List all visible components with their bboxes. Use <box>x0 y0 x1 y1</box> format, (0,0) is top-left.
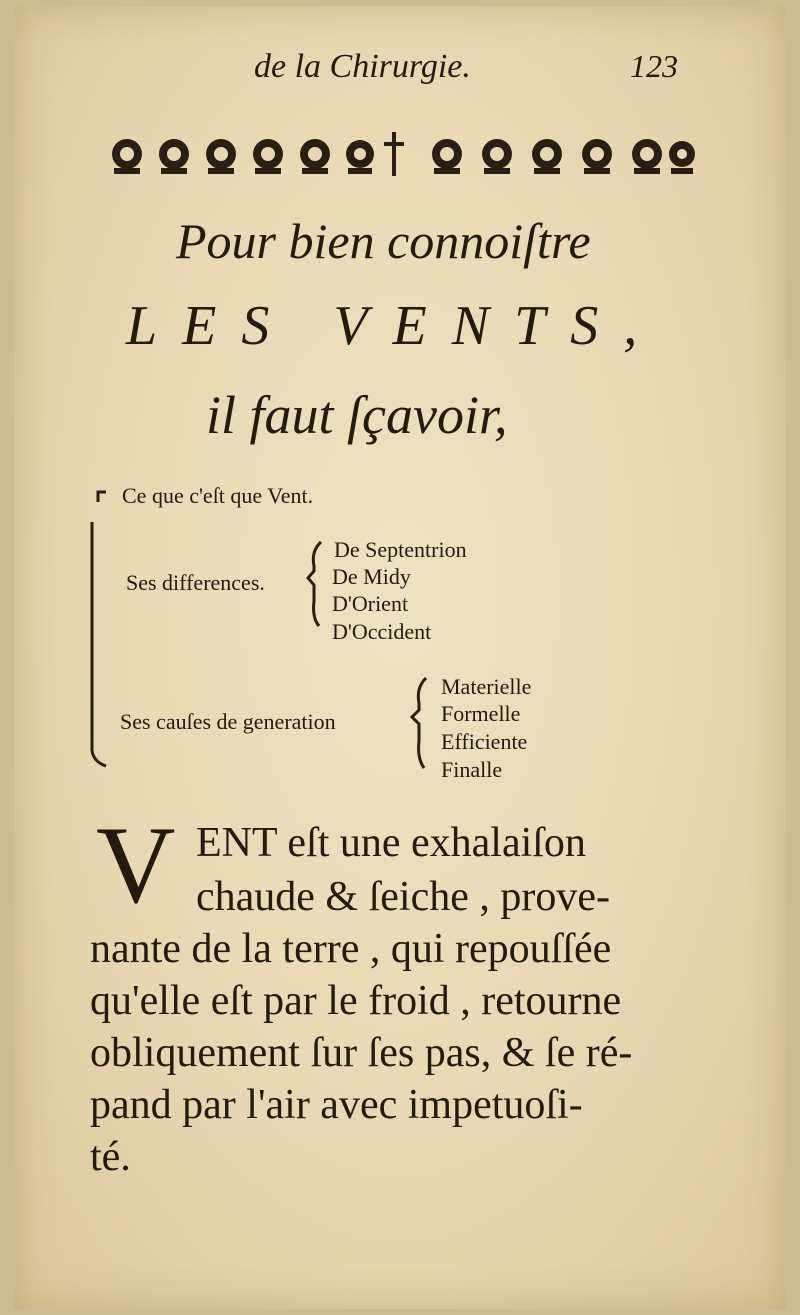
body-line: chaude & ſeiche , prove- <box>196 874 610 920</box>
cause-item: Formelle <box>441 701 521 726</box>
title-line-3: il faut ſçavoir, <box>206 385 508 445</box>
title-line-2: LES VENTS, <box>126 295 663 357</box>
cause-item: Finalle <box>441 757 503 782</box>
body-line: pand par l'air avec impetuoſi- <box>90 1082 583 1128</box>
body-line: qu'elle eſt par le froid , retourne <box>90 978 622 1024</box>
synopsis-causes-label: Ses cauſes de generation <box>120 709 336 734</box>
page-number: 123 <box>630 48 678 84</box>
difference-item: D'Orient <box>332 591 409 616</box>
synopsis-what: Ce que c'eſt que Vent. <box>122 483 314 508</box>
cause-item: Efficiente <box>441 729 528 754</box>
running-title: de la Chirurgie. <box>254 48 471 85</box>
difference-item: D'Occident <box>332 619 432 644</box>
difference-item: De Midy <box>332 564 411 589</box>
synopsis-brackets <box>14 6 786 806</box>
body-line: obliquement ſur ſes pas, & ſe ré- <box>90 1030 633 1076</box>
body-line: nante de la terre , qui repouſſée <box>90 926 612 972</box>
cause-item: Materielle <box>441 674 532 699</box>
body-line: té. <box>90 1134 131 1180</box>
book-page <box>14 6 786 1309</box>
difference-item: De Septentrion <box>334 537 467 562</box>
body-line: ENT eſt une exhalaiſon <box>196 820 586 866</box>
synopsis-differences-label: Ses differences. <box>126 570 265 595</box>
title-line-1: Pour bien connoiſtre <box>176 213 591 269</box>
drop-cap: V <box>96 804 176 926</box>
